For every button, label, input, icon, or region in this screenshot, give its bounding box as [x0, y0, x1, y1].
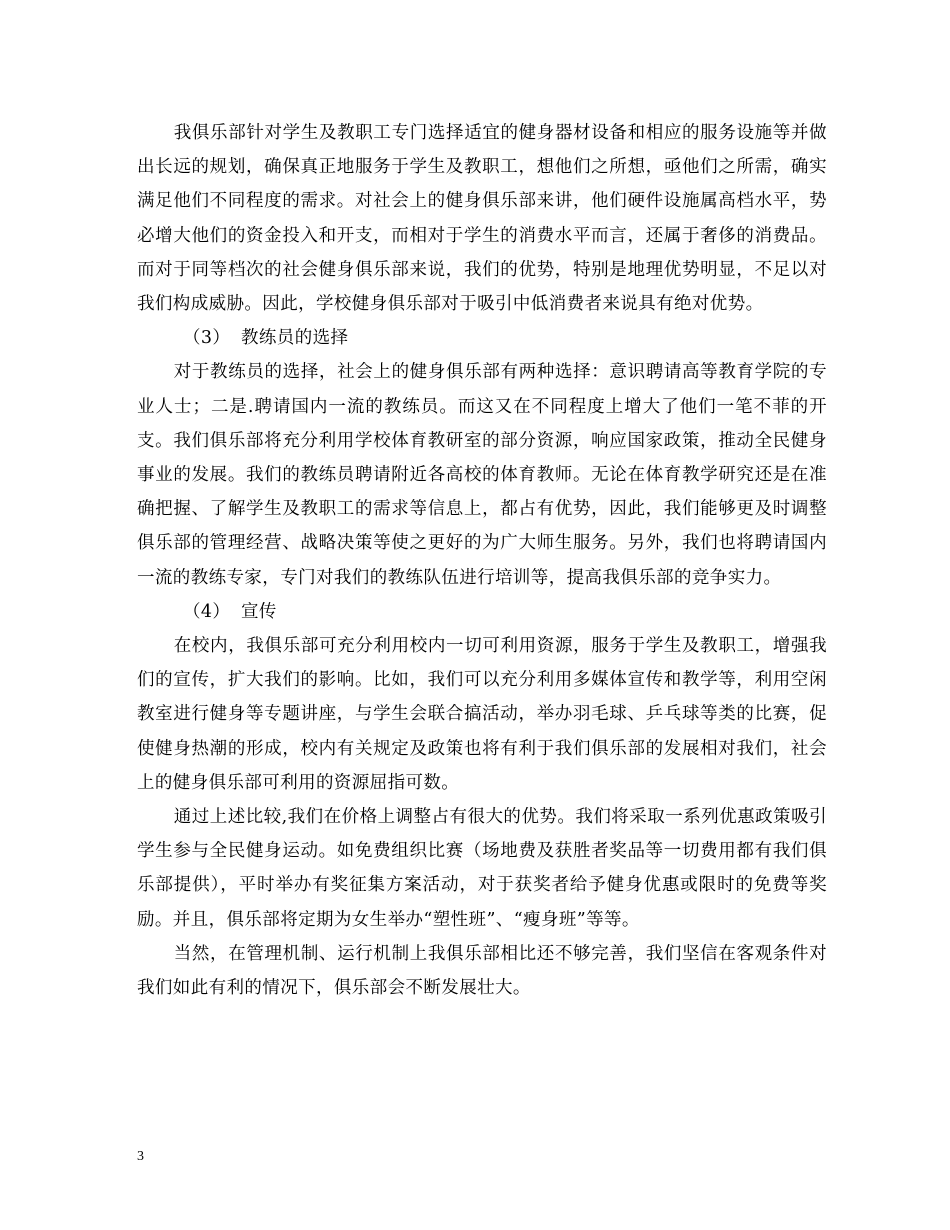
section-title: 教练员的选择 [241, 328, 349, 349]
section-heading-promotion [137, 595, 827, 629]
page-number: 3 [137, 1149, 144, 1164]
paragraph-conclusion: 当然，在管理机制、运行机制上我俱乐部相比还不够完善，我们坚信在客观条件对我们如此有利的情况下，俱乐部会不断发展壮大。 [137, 943, 827, 999]
section-number: （4） [183, 601, 231, 622]
paragraph-promotion: 在校内，我俱乐部可充分利用校内一切可利用资源，服务于学生及教职工，增强我们的宣传，扩大我们的影响。比如，我们可以充分利用多媒体宣传和教学等，利用空闲教室进行健身等专题讲座，与学生会联合搞活动，举办羽毛球、乒乓球等类的比赛，促使健身热潮的形成，校内有关规定及政策也将有利于我们俱乐部的发展相对我们，社会上的健身俱乐部可利用的资源屈指可数。 [137, 636, 827, 793]
document-body [137, 116, 827, 1005]
section-number: （3） [183, 328, 231, 349]
section-heading-coach-selection [137, 321, 827, 355]
paragraph-pricing-advantage: 通过上述比较,我们在价格上调整占有很大的优势。我们将采取一系列优惠政策吸引学生参与全民健身运动。如免费组织比赛（场地费及获胜者奖品等一切费用都有我们俱乐部提供），平时举办有奖征集方案活动，对于获奖者给予健身优惠或限时的免费等奖励。并且，俱乐部将定期为女生举办“塑性班”、“瘦身班”等等。 [137, 807, 827, 930]
section-title: 宣传 [241, 601, 277, 622]
paragraph-coach-selection: 对于教练员的选择，社会上的健身俱乐部有两种选择：意识聘请高等教育学院的专业人士；二是.聘请国内一流的教练员。而这又在不同程度上增大了他们一笔不菲的开支。我们俱乐部将充分利用学校体育教研室的部分资源，响应国家政策，推动全民健身事业的发展。我们的教练员聘请附近各高校的体育教师。无论在体育教学研究还是在准确把握、了解学生及教职工的需求等信息上，都占有优势，因此，我们能够更及时调整俱乐部的管理经营、战略决策等使之更好的为广大师生服务。另外，我们也将聘请国内一流的教练专家，专门对我们的教练队伍进行培训等，提高我俱乐部的竞争实力。 [137, 362, 827, 588]
paragraph-facilities: 我俱乐部针对学生及教职工专门选择适宜的健身器材设备和相应的服务设施等并做出长远的规划，确保真正地服务于学生及教职工，想他们之所想，亟他们之所需，确实满足他们不同程度的需求。对社会上的健身俱乐部来讲，他们硬件设施属高档水平，势必增大他们的资金投入和开支，而相对于学生的消费水平而言，还属于奢侈的消费品。而对于同等档次的社会健身俱乐部来说，我们的优势，特别是地理优势明显，不足以对我们构成威胁。因此，学校健身俱乐部对于吸引中低消费者来说具有绝对优势。 [137, 123, 827, 315]
